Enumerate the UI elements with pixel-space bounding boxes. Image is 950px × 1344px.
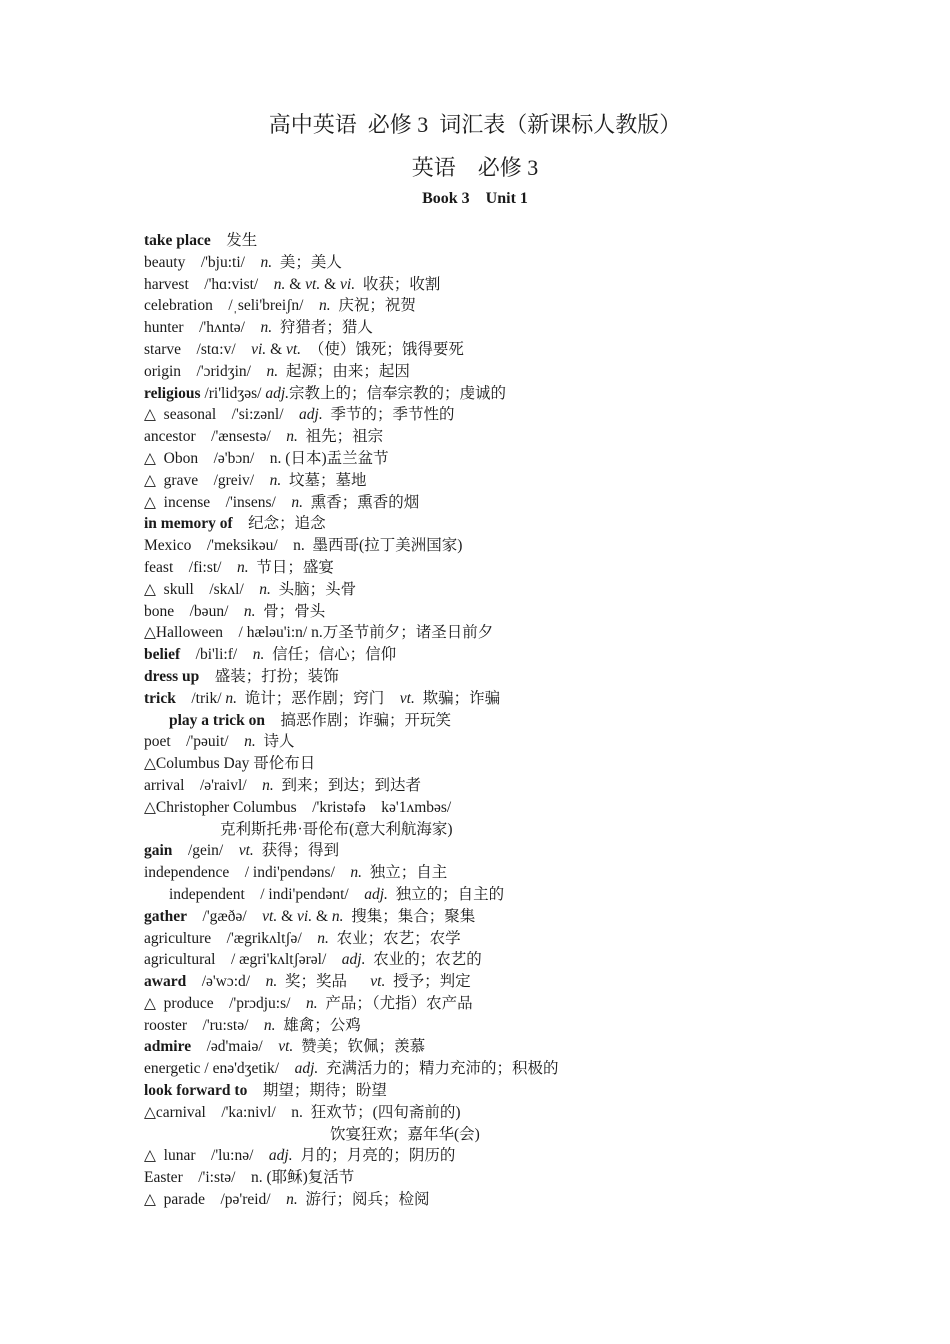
part-of-speech: n. (263, 1016, 276, 1034)
part-of-speech: vt. (238, 842, 254, 860)
entry-text: celebration /ˌseli'breiʃn/ (144, 297, 319, 315)
entry-text: & (277, 907, 298, 925)
part-of-speech: vi. (251, 340, 267, 358)
part-of-speech: n. (225, 689, 237, 707)
vocab-term: gather (144, 907, 188, 925)
vocab-term: belief (144, 646, 181, 664)
vocab-entry (144, 775, 904, 797)
entry-text: beauty /'bju:ti/ (144, 253, 261, 271)
entry-text: 独立；自主 (362, 864, 448, 882)
entry-text: 赞美；钦佩；羡慕 (293, 1038, 426, 1056)
entry-text: 克利斯托弗·哥伦布(意大利航海家) (220, 820, 453, 838)
vocab-entry (144, 295, 904, 317)
entry-text: 充满活力的；精力充沛的；积极的 (318, 1060, 559, 1078)
entry-text: & (312, 907, 332, 925)
part-of-speech: adj. (341, 951, 366, 969)
vocab-entry (144, 513, 904, 535)
document-title: 高中英语 必修 3 词汇表（新课标人教版） (268, 112, 682, 137)
entry-text: /trik/ (175, 689, 226, 707)
vocab-entry (144, 492, 904, 514)
vocab-entry (144, 1145, 904, 1167)
vocab-term: award (144, 973, 187, 991)
entry-text: 诗人 (255, 733, 295, 751)
entry-text: △ skull /skʌl/ (144, 580, 260, 598)
subtitle: 英语 必修 3 (411, 155, 539, 180)
entry-text: 节日；盛宴 (248, 558, 334, 576)
vocab-entry (144, 753, 904, 775)
vocab-entry (144, 797, 904, 819)
entry-text: 饮宴狂欢；嘉年华(会) (330, 1125, 480, 1143)
unit-heading: Book 3 Unit 1 (422, 190, 528, 207)
entry-text: 欺骗；诈骗 (414, 689, 501, 707)
vocab-term: look forward to (144, 1082, 248, 1100)
entry-text: 发生 (210, 232, 258, 249)
part-of-speech: vt. (370, 973, 386, 991)
entry-text: 信任；信心；信仰 (264, 646, 397, 664)
entry-text: agriculture /'ægrikʌltʃə/ (144, 929, 318, 947)
part-of-speech: n. (237, 558, 249, 576)
entry-text: 搜集；集合；聚集 (343, 907, 476, 925)
vocab-entry (144, 688, 904, 710)
vocab-term: religious (144, 384, 201, 402)
entry-text: agricultural / ægri'kʌltʃərəl/ (144, 951, 342, 969)
part-of-speech: adj. (299, 406, 323, 424)
entry-text: △ seasonal /'si:zənl/ (144, 406, 300, 424)
part-of-speech: vt. (286, 340, 302, 358)
vocab-entry (144, 601, 904, 623)
entry-text: △ lunar /'lu:nə/ (144, 1147, 269, 1165)
entry-text: & (266, 340, 286, 358)
part-of-speech: n. (244, 733, 256, 751)
vocab-term: admire (144, 1038, 192, 1056)
entry-text: & (320, 275, 341, 293)
entry-text: hunter /'hʌntə/ (144, 319, 261, 337)
entry-text: △carnival /'ka:nivl/ n. 狂欢节；(四旬斋前的) (144, 1103, 461, 1121)
part-of-speech: n. (331, 907, 344, 925)
entry-text: origin /'ɔridʒin/ (144, 362, 267, 380)
entry-text: △ parade /pə'reid/ (144, 1191, 287, 1209)
entry-text: Mexico /'meksikəu/ n. 墨西哥(拉丁美洲国家) (144, 537, 463, 555)
part-of-speech: n. (243, 602, 256, 620)
entry-text: 获得；得到 (253, 842, 340, 860)
entry-text: 坟墓；墓地 (281, 471, 367, 489)
part-of-speech: n. (286, 428, 298, 446)
entry-text: △ Obon /ə'bɔn/ n. (日本)盂兰盆节 (144, 449, 389, 467)
vocab-entry (144, 426, 904, 448)
entry-text: 诡计；恶作剧；窍门 (237, 689, 400, 707)
part-of-speech: n. (266, 362, 279, 380)
vocab-entry (144, 1080, 904, 1102)
part-of-speech: adj. (265, 384, 290, 402)
part-of-speech: vt. (305, 275, 321, 293)
vocab-entry (144, 361, 904, 383)
entry-text: /ri'lidʒəs/ (200, 384, 266, 402)
vocab-entry (144, 862, 904, 884)
vocab-term: play a trick on (169, 711, 266, 729)
entry-text: 独立的；自主的 (387, 885, 505, 903)
entry-text: 庆祝；祝贺 (330, 297, 416, 315)
vocab-term: take place (144, 232, 211, 249)
entry-text: poet /'pəuit/ (144, 733, 245, 751)
entry-text: Easter /'i:stə/ n. (耶稣)复活节 (144, 1169, 355, 1187)
vocab-entry (144, 622, 904, 644)
vocab-term: dress up (144, 667, 200, 685)
vocab-entry (144, 1124, 904, 1146)
part-of-speech: adj. (364, 885, 388, 903)
vocab-term: gain (144, 842, 173, 860)
entry-text: 月的；月亮的；阴历的 (292, 1147, 456, 1165)
vocab-entry (144, 993, 904, 1015)
entry-text: starve /stɑ:v/ (144, 340, 252, 358)
entry-text: △Columbus Day 哥伦布日 (144, 755, 316, 773)
vocab-entry (144, 906, 904, 928)
entry-text: /əd'maiə/ (191, 1038, 279, 1056)
vocab-entry (144, 1058, 904, 1080)
entry-text: 雄禽；公鸡 (275, 1016, 361, 1034)
entry-text: 农业；农艺；农学 (328, 929, 461, 947)
entry-text: /bi'li:f/ (180, 646, 253, 664)
entry-text: & (285, 275, 306, 293)
entry-text: 美；美人 (272, 253, 342, 271)
part-of-speech: n. (259, 580, 271, 598)
entry-text: △ produce /'prɔdju:s/ (144, 994, 306, 1012)
entry-text: △Halloween / hæləu'i:n/ n.万圣节前夕；诸圣日前夕 (144, 624, 494, 642)
part-of-speech: n. (260, 253, 273, 271)
entry-text: rooster /'ru:stə/ (144, 1016, 264, 1034)
part-of-speech: vt. (278, 1038, 294, 1056)
entry-text: △ grave /greiv/ (144, 471, 270, 489)
part-of-speech: n. (269, 471, 282, 489)
part-of-speech: vi. (340, 275, 356, 293)
entry-text: /gein/ (172, 842, 239, 860)
vocab-entry (144, 840, 904, 862)
vocab-entry (144, 339, 904, 361)
part-of-speech: n. (317, 929, 329, 947)
entry-text: △ incense /'insens/ (144, 493, 292, 511)
entry-text: 头脑；头骨 (270, 580, 357, 598)
vocab-entry (144, 710, 904, 732)
vocab-entry (144, 884, 904, 906)
entry-text: 纪念；追念 (232, 515, 326, 533)
vocab-entry (144, 666, 904, 688)
part-of-speech: vt. (262, 907, 278, 925)
vocab-entry (144, 928, 904, 950)
vocab-entry (144, 971, 904, 993)
part-of-speech: n. (350, 864, 363, 882)
entry-text: arrival /ə'raivl/ (144, 776, 263, 794)
vocab-entry (144, 1167, 904, 1189)
vocab-term: trick (144, 689, 176, 707)
entry-text: 祖先；祖宗 (297, 428, 384, 446)
entry-text: 期望；期待；盼望 (247, 1082, 387, 1100)
part-of-speech: adj. (294, 1060, 319, 1078)
vocab-entry (144, 404, 904, 426)
part-of-speech: n. (291, 493, 303, 511)
entry-text: /'gæðə/ (187, 907, 263, 925)
entry-text: feast /fi:st/ (144, 558, 237, 576)
vocab-entry (144, 1102, 904, 1124)
vocab-entry (144, 274, 904, 296)
vocab-entry (144, 252, 904, 274)
entry-text: △Christopher Columbus /'kristəfə kə'1ʌmbəs/ (144, 798, 452, 816)
vocab-entry (144, 317, 904, 339)
entry-text: 盛装；打扮；装饰 (199, 667, 339, 685)
part-of-speech: n. (318, 297, 331, 315)
entry-text: 奖；奖品 (277, 973, 371, 991)
part-of-speech: n. (260, 319, 273, 337)
vocab-entry (144, 949, 904, 971)
entry-text: 到来；到达；到达者 (273, 776, 422, 794)
entry-text: 狩猎者；猎人 (272, 319, 373, 337)
vocab-entry (144, 644, 904, 666)
entry-text: 骨；骨头 (255, 602, 326, 620)
part-of-speech: vt. (399, 689, 415, 707)
entry-text: （使）饿死；饿得要死 (301, 340, 464, 358)
entry-text: 收获；收割 (355, 275, 441, 293)
entry-text: 宗教上的；信奉宗教的；虔诚的 (289, 384, 507, 402)
entry-text: /ə'wɔ:d/ (186, 973, 266, 991)
vocab-entry (144, 557, 904, 579)
entry-text: 授予；判定 (385, 973, 471, 991)
vocab-entry (144, 731, 904, 753)
entry-text: ancestor /'ænsestə/ (144, 428, 287, 446)
vocab-entry (144, 230, 904, 252)
vocab-entry (144, 448, 904, 470)
vocab-entry (144, 535, 904, 557)
part-of-speech: n. (262, 776, 274, 794)
vocabulary-list (144, 230, 904, 1211)
part-of-speech: adj. (268, 1147, 293, 1165)
entry-text: energetic / enə'dʒetik/ (144, 1060, 295, 1078)
entry-text: 起源；由来；起因 (278, 362, 410, 380)
entry-text: harvest /'hɑ:vist/ (144, 275, 274, 293)
vocab-entry (144, 1036, 904, 1058)
vocab-entry (144, 383, 904, 405)
entry-text: independent / indi'pendənt/ (169, 885, 365, 903)
entry-text: 游行；阅兵；检阅 (297, 1191, 430, 1209)
vocab-term: in memory of (144, 515, 233, 533)
entry-text: 季节的；季节性的 (322, 406, 455, 424)
part-of-speech: n. (286, 1191, 298, 1209)
entry-text: bone /bəun/ (144, 602, 244, 620)
vocab-entry (144, 1015, 904, 1037)
entry-text: 产品；（尤指）农产品 (317, 994, 473, 1012)
vocab-entry (144, 579, 904, 601)
vocab-entry (144, 470, 904, 492)
vocab-entry (144, 1189, 904, 1211)
entry-text: 农业的；农艺的 (365, 951, 482, 969)
part-of-speech: n. (265, 973, 278, 991)
entry-text: independence / indi'pendəns/ (144, 864, 351, 882)
vocab-entry (144, 819, 904, 841)
part-of-speech: vi. (297, 907, 313, 925)
entry-text: 搞恶作剧；诈骗；开玩笑 (265, 711, 452, 729)
part-of-speech: n. (273, 275, 286, 293)
part-of-speech: n. (252, 646, 265, 664)
entry-text: 熏香；熏香的烟 (302, 493, 420, 511)
part-of-speech: n. (305, 994, 318, 1012)
